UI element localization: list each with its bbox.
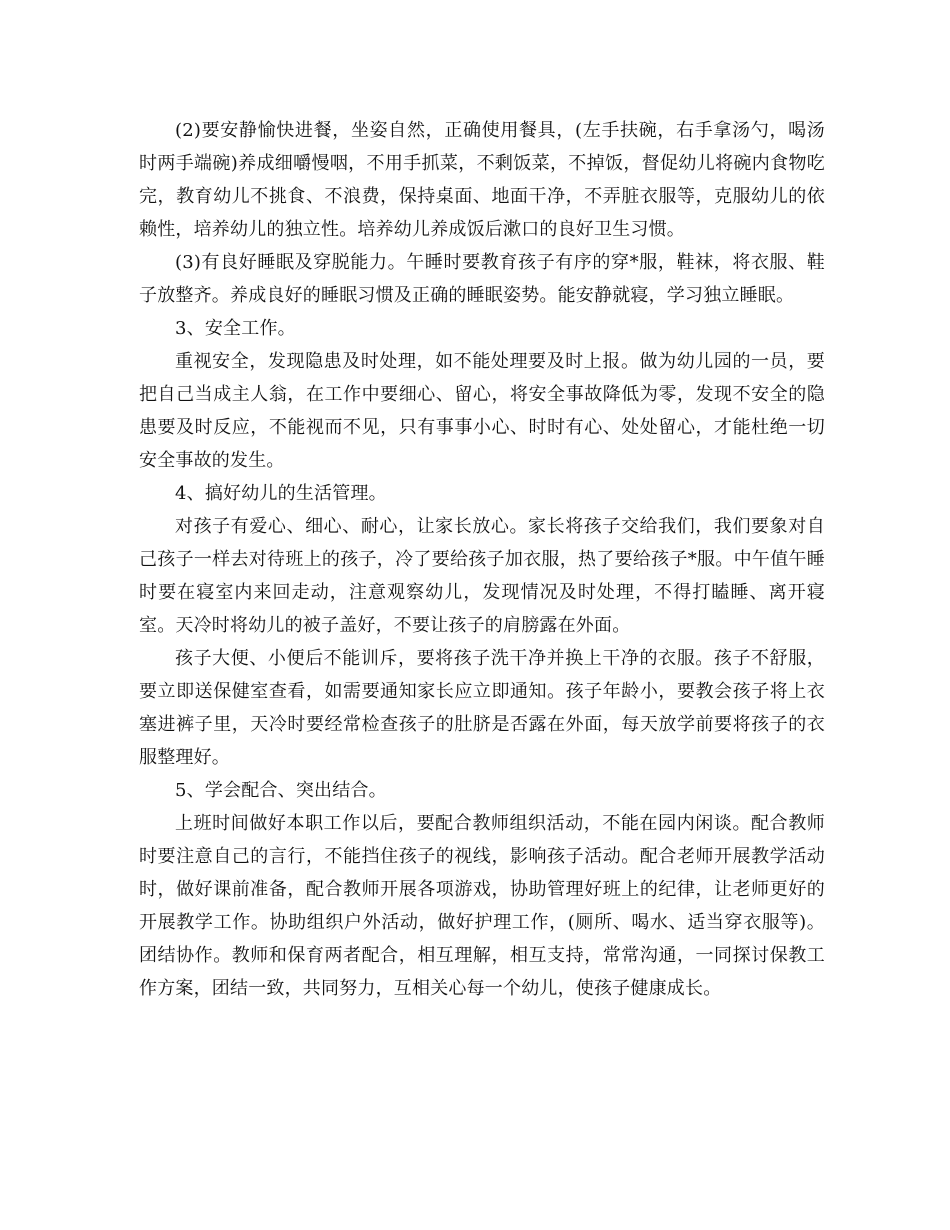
paragraph-care-children: 对孩子有爱心、细心、耐心，让家长放心。家长将孩子交给我们，我们要象对自己孩子一样去对待班上的孩子，冷了要给孩子加衣服，热了要给孩子*服。中午值午睡时要在寝室内来回走动，注意观察幼儿，发现情况及时处理，不得打瞌睡、离开寝室。天冷时将幼儿的被子盖好，不要让孩子的肩膀露在外面。	[139, 516, 825, 636]
paragraph-safety: 重视安全，发现隐患及时处理，如不能处理要及时上报。做为幼儿园的一员，要把自己当成主人翁，在工作中要细心、留心，将安全事故降低为零，发现不安全的隐患要及时反应，不能视而不见，只有事事小心、时时有心、处处留心，才能杜绝一切安全事故的发生。	[139, 351, 825, 471]
paragraph-cooperation: 上班时间做好本职工作以后，要配合教师组织活动，不能在园内闲谈。配合教师时要注意自己的言行，不能挡住孩子的视线，影响孩子活动。配合老师开展教学活动时，做好课前准备，配合教师开展各项游戏，协助管理好班上的纪律，让老师更好的开展教学工作。协助组织户外活动，做好护理工作，(厕所、喝水、适当穿衣服等)。团结协作。教师和保育两者配合，相互理解，相互支持，常常沟通，一同探讨保教工作方案，团结一致，共同努力，互相关心每一个幼儿，使孩子健康成长。	[139, 813, 825, 999]
heading-life-management: 4、搞好幼儿的生活管理。	[175, 483, 387, 504]
paragraph-eating-habits: (2)要安静愉快进餐，坐姿自然，正确使用餐具，(左手扶碗，右手拿汤勺，喝汤时两手端碗)养成细嚼慢咽，不用手抓菜，不剩饭菜，不掉饭，督促幼儿将碗内食物吃完，教育幼儿不挑食、不浪费，保持桌面、地面干净，不弄脏衣服等，克服幼儿的依赖性，培养幼儿的独立性。培养幼儿养成饭后漱口的良好卫生习惯。	[139, 120, 825, 240]
heading-safety-work: 3、安全工作。	[175, 318, 296, 339]
document-body	[139, 114, 825, 1005]
heading-cooperation: 5、学会配合、突出结合。	[175, 780, 387, 801]
paragraph-hygiene-clothing: 孩子大便、小便后不能训斥，要将孩子洗干净并换上干净的衣服。孩子不舒服，要立即送保健室查看，如需要通知家长应立即通知。孩子年龄小，要教会孩子将上衣塞进裤子里，天冷时要经常检查孩子的肚脐是否露在外面，每天放学前要将孩子的衣服整理好。	[139, 648, 825, 768]
paragraph-sleep-dressing: (3)有良好睡眠及穿脱能力。午睡时要教育孩子有序的穿*服，鞋袜，将衣服、鞋子放整齐。养成良好的睡眠习惯及正确的睡眠姿势。能安静就寝，学习独立睡眠。	[139, 252, 825, 306]
